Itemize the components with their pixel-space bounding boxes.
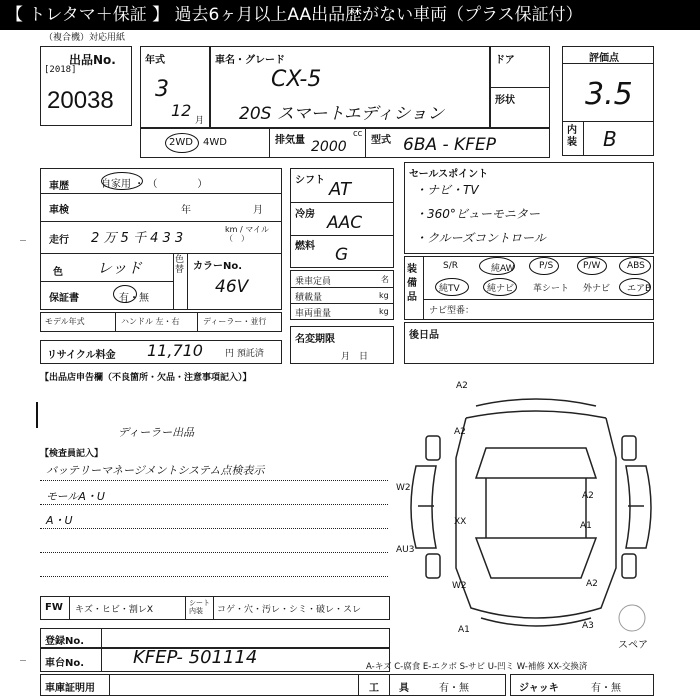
history-circle [101,172,143,190]
equip-circle [479,257,515,275]
windshield [476,538,596,578]
year-value: 3 [155,77,169,102]
equip-box [404,256,654,320]
rear-box [404,322,654,364]
tool-label: 工 具 [369,683,409,694]
warranty-circle [113,285,137,303]
damage-mark: A2 [454,427,466,437]
spare-tire [619,605,645,631]
damage-mark: A3 [582,621,594,631]
weight-label: 車両重量 [295,309,332,319]
mileage-unit: km / マイル（ ） [225,225,270,243]
model-code: 6BA - KFEP [403,135,496,155]
fuel-label: 燃料 [295,241,315,252]
tool-row [358,674,506,696]
details-box [40,168,282,310]
banner: 【 トレタマ＋保証 】 過去6ヶ月以上AA出品歴がない車両（プラス保証付） [0,0,700,30]
year-label: 年式 [145,55,165,66]
fw-label: FW [45,602,63,613]
handle-row-label: ハンドル 左・右 [121,317,180,326]
equip-label: 装備品 [407,264,417,303]
equip-navi: 純ナビ [487,284,515,294]
chassis-number: KFEP- 501114 [133,647,258,668]
equip-circle [483,278,517,296]
interior-score: B [603,127,617,151]
ac: AAC [327,213,363,233]
reg-label: 登録No. [45,636,85,647]
damage-mark: W2 [452,581,467,591]
capacity-unit: 名 [381,275,389,284]
wheel-fl [426,554,440,578]
fw-items: キズ・ヒビ・割レX [75,605,153,615]
equip-circle [435,278,469,296]
navi-label: ナビ型番： [429,306,475,316]
middle-box [290,168,394,268]
equip-pw: P/W [583,261,601,271]
mileage: 2 万 5 千 4 3 3 [91,231,184,246]
chassis-row [40,648,390,672]
name-label: 車名・グレード [215,55,285,66]
model-row [40,312,282,332]
score: 3.5 [585,77,633,112]
damage-mark: A2 [586,579,598,589]
color-no: 46V [215,277,249,297]
warranty-label: 保証書 [49,293,79,304]
damage-mark: A2 [456,381,468,391]
chassis-label: 車台No. [45,658,85,669]
month-value: 12 [171,101,192,120]
sales-title: セールスポイント [409,169,489,180]
jack-row [510,674,654,696]
sales-point: ・ナビ・TV [415,183,479,197]
drive-4wd: 4WD [203,137,227,148]
weight-unit: kg [379,307,389,316]
drive-2wd: 2WD [169,137,193,148]
color-value: レッド [97,259,142,277]
capacity-label: 乗車定員 [295,277,332,287]
inspection-year-unit: 年 [181,205,191,216]
inspection-label: 車検 [49,205,69,216]
certificate-label: 車庫証明用 [45,683,95,694]
shift: AT [329,179,351,200]
damage-mark: A1 [580,521,592,531]
damage-mark: XX [454,517,467,527]
shape-label: 形状 [495,95,515,106]
deadline-label: 名変期限 [295,334,335,345]
recycle-row [40,340,282,364]
lot-label: 出品No. [69,53,116,67]
history-value: 自家用 ・ （ ） [101,179,208,190]
certificate-row [40,674,390,696]
equip-ps: P/S [539,261,554,271]
interior-row [40,596,390,620]
equip-ext-navi: 外ナビ [583,284,611,294]
equip-tv: 純TV [439,284,460,294]
notes-header: 【出品店申告欄（不良箇所・欠品・注意事項記入）】 [40,373,252,383]
equip-circle [577,257,607,275]
seat-items: コゲ・穴・汚レ・シミ・破レ・スレ [217,605,362,615]
tool-value: 有・無 [439,683,469,694]
month-unit: 月 [195,116,205,126]
history-label: 車歴 [49,181,69,192]
recycle-label: リサイクル料金 [47,350,116,361]
margin-tick [20,240,26,241]
model-code-label: 型式 [371,135,391,146]
year-tag: [2018] [44,65,77,75]
displacement-label: 排気量 [275,135,305,146]
rear-window-outline [466,411,606,418]
deadline-box [290,326,394,364]
dealer-row-label: ディーラー・並行 [203,317,267,326]
damage-mark: W2 [396,483,411,493]
model-note: （複合機）対応用紙 [44,33,126,43]
pen-mark [36,402,38,428]
note-line: モールA・U [46,490,105,503]
shift-label: シフト [295,175,325,186]
inspection-month-unit: 月 [253,205,263,216]
door-label: ドア [495,55,515,66]
rear-glass [476,448,596,478]
displacement: 2000 [311,139,347,155]
score-label: 評価点 [589,53,619,64]
fuel: G [335,245,349,265]
equip-circle [619,278,651,296]
damage-mark: A2 [582,491,594,501]
margin-tick [20,660,26,661]
roof-lines [486,478,586,538]
lot-number: 20038 [47,87,114,114]
door-box [490,46,550,128]
equip-circle [619,257,651,275]
interior-label: 内装 [567,125,577,148]
recycle-value: 11,710 [147,341,203,360]
color-label: 色 [53,267,63,278]
name-box [210,46,490,128]
color-no-label: カラーNo. [193,261,243,272]
rear-bumper-outline [476,399,596,406]
left-doors [411,466,436,548]
score-box [562,46,654,156]
deadline-unit: 月 日 [341,352,369,362]
capacity-box [290,270,394,320]
year-box [140,46,210,128]
equip-leather: 革シート [533,284,570,294]
reg-row [40,628,390,648]
car-diagram [396,378,666,640]
lot-box [40,46,132,126]
seat-label: シート内装 [189,599,210,615]
dealer-note: ディーラー出品 [118,426,195,439]
sales-box [404,162,654,254]
jack-value: 有・無 [591,683,621,694]
note-line: バッテリーマネージメントシステム点検表示 [46,464,265,477]
sales-point: ・クルーズコントロール [415,231,546,245]
load-unit: kg [379,291,389,300]
drive-row [140,128,550,158]
recycle-unit: 円 預託済 [225,349,264,359]
damage-mark: AU3 [396,545,415,555]
wheel-rl [426,436,440,460]
mileage-label: 走行 [49,235,69,246]
equip-airbag: エアB [627,284,652,294]
equip-circle [529,257,559,275]
jack-label: ジャッキ [519,683,559,694]
wheel-fr [622,554,636,578]
rear-label: 後日品 [409,330,439,341]
wheel-rr [622,436,636,460]
front-bumper-outline [481,618,591,626]
damage-legend: A-キズ C-腐食 E-エクボ S-サビ U-凹ミ W-補修 XX-交換済 [366,662,588,672]
note-line: A・U [46,514,73,527]
warranty-value: 有・無 [119,293,149,304]
damage-mark: A1 [458,625,470,635]
grade: 20S スマートエディション [239,104,445,124]
spare-label: スペア [618,640,648,651]
equip-sr: S/R [443,261,458,271]
right-doors [626,466,651,548]
car-name: CX-5 [271,67,322,92]
load-label: 積載量 [295,293,323,303]
inspector-header: 【検査員記入】 [40,449,104,459]
equip-alloy: 純AW [491,264,515,274]
color-change-label: 色替 [175,255,185,275]
sales-point: ・360°ビューモニター [415,207,540,221]
ac-label: 冷房 [295,209,315,220]
equip-abs: ABS [627,261,645,271]
model-row-label: モデル年式 [45,317,85,326]
cc-unit: cc [353,129,363,139]
